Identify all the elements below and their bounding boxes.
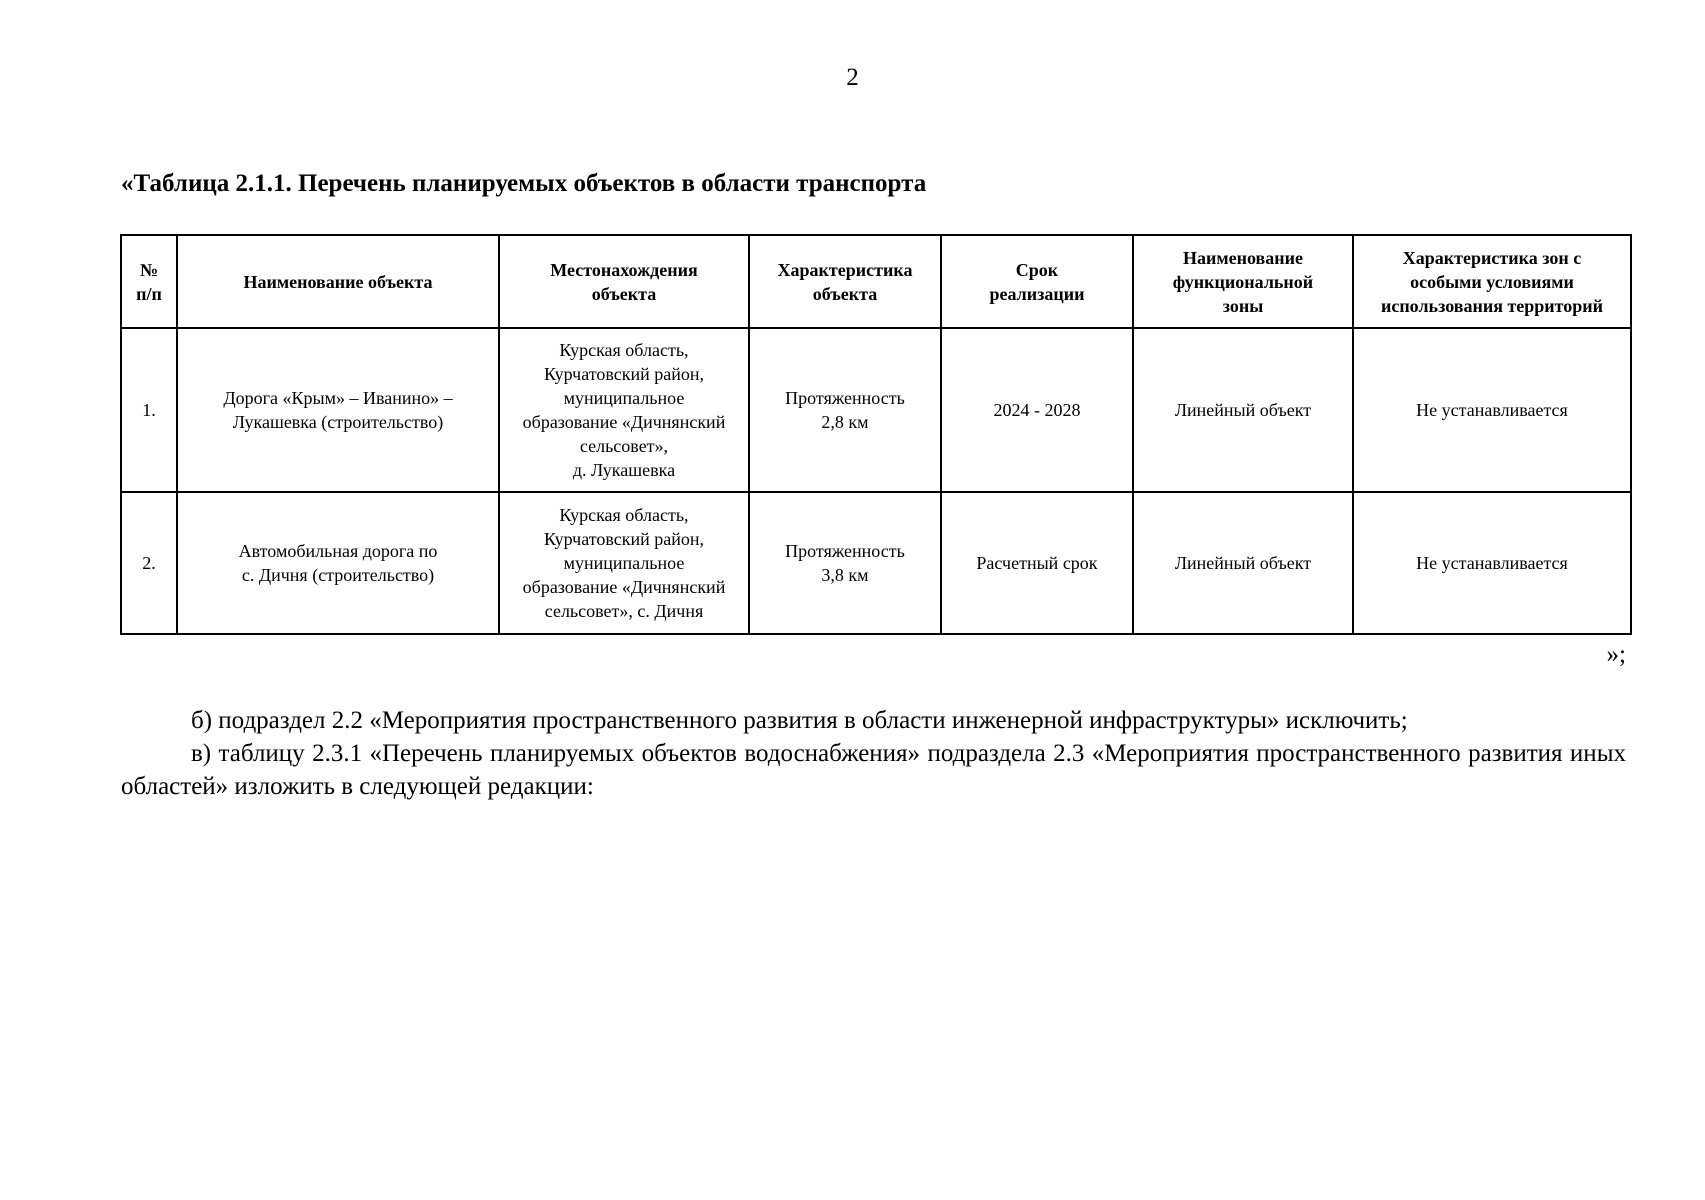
transport-objects-table [120, 234, 1632, 635]
table-row [121, 328, 1631, 492]
closing-quote: »; [1606, 641, 1626, 668]
page-number: 2 [846, 64, 859, 91]
table-row [121, 492, 1631, 634]
header-location: Местонахождения объекта [499, 235, 749, 328]
cell-location: Курская область, Курчатовский район, муниципальное образование «Дичнянский сельсовет», с. Дичня [499, 492, 749, 634]
cell-number: 1. [121, 328, 177, 492]
paragraph-b: б) подраздел 2.2 «Мероприятия пространственного развития в области инженерной инфраструктуры» исключить; [191, 707, 1408, 734]
header-special-zones: Характеристика зон с особыми условиями использования территорий [1353, 235, 1631, 328]
header-period: Срок реализации [941, 235, 1133, 328]
table-header-row [121, 235, 1631, 328]
header-functional-zone: Наименование функциональной зоны [1133, 235, 1353, 328]
table-title: «Таблица 2.1.1. Перечень планируемых объектов в области транспорта [121, 170, 927, 197]
header-object-name: Наименование объекта [177, 235, 499, 328]
cell-period: 2024 - 2028 [941, 328, 1133, 492]
cell-object-name: Автомобильная дорога по с. Дичня (строительство) [177, 492, 499, 634]
cell-location: Курская область, Курчатовский район, муниципальное образование «Дичнянский сельсовет», д. Лукашевка [499, 328, 749, 492]
cell-characteristic: Протяженность 3,8 км [749, 492, 941, 634]
header-number: № п/п [121, 235, 177, 328]
cell-number: 2. [121, 492, 177, 634]
cell-functional-zone: Линейный объект [1133, 492, 1353, 634]
cell-functional-zone: Линейный объект [1133, 328, 1353, 492]
cell-period: Расчетный срок [941, 492, 1133, 634]
cell-special-zones: Не устанавливается [1353, 492, 1631, 634]
header-characteristic: Характеристика объекта [749, 235, 941, 328]
cell-special-zones: Не устанавливается [1353, 328, 1631, 492]
cell-object-name: Дорога «Крым» – Иванино» – Лукашевка (строительство) [177, 328, 499, 492]
paragraph-c: в) таблицу 2.3.1 «Перечень планируемых объектов водоснабжения» подраздела 2.3 «Мероприятия пространственного развития иных областей» изложить в следующей редакции: [121, 740, 1626, 800]
cell-characteristic: Протяженность 2,8 км [749, 328, 941, 492]
